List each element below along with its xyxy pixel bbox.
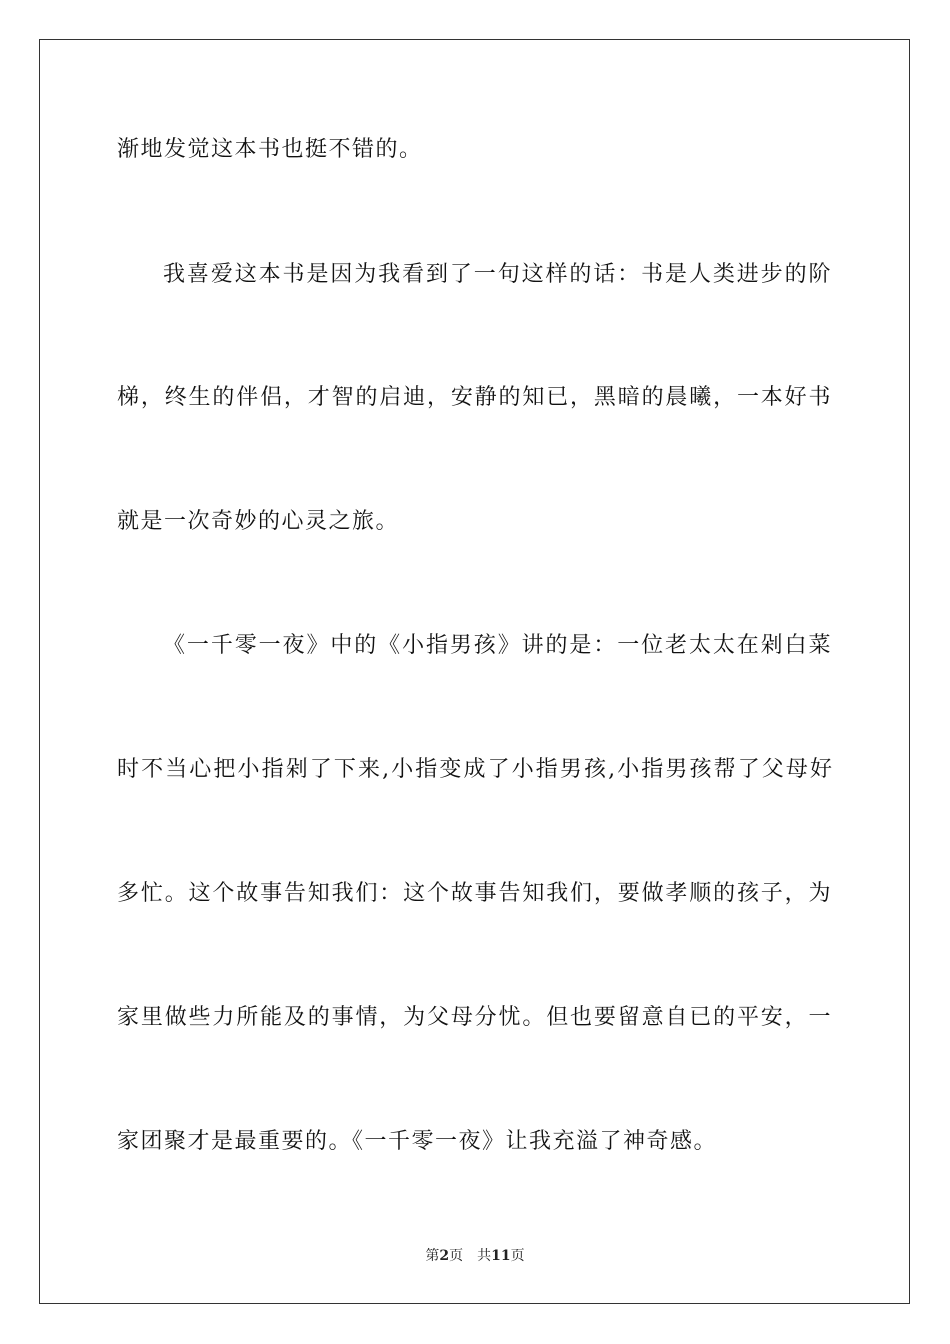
text-line-1: 渐地发觉这本书也挺不错的。 [117,137,423,162]
text-line-6: 时不当心把小指剁了下来,小指变成了小指男孩,小指男孩帮了父母好 [117,757,832,782]
page-footer [0,1246,950,1266]
page-suffix: 页 [449,1248,464,1264]
text-line-7: 多忙。这个故事告知我们：这个故事告知我们，要做孝顺的孩子，为 [117,881,832,906]
text-line-3: 梯，终生的伴侣，才智的启迪，安静的知已，黑暗的晨曦，一本好书 [117,385,832,410]
text-line-9: 家团聚才是最重要的。《一千零一夜》让我充溢了神奇感。 [117,1129,718,1154]
total-suffix: 页 [510,1248,525,1264]
text-line-8: 家里做些力所能及的事情，为父母分忧。但也要留意自已的平安，一 [117,1005,832,1030]
text-line-5: 《一千零一夜》中的《小指男孩》讲的是：一位老太太在剁白菜 [163,633,832,658]
page-number: 2 [439,1248,450,1264]
page-prefix: 第 [425,1248,440,1264]
page-frame [39,39,910,1304]
text-line-2: 我喜爱这本书是因为我看到了一句这样的话：书是人类进步的阶 [163,262,832,287]
total-pages: 11 [491,1248,511,1264]
text-line-4: 就是一次奇妙的心灵之旅。 [117,509,400,534]
total-prefix: 共 [477,1248,492,1264]
